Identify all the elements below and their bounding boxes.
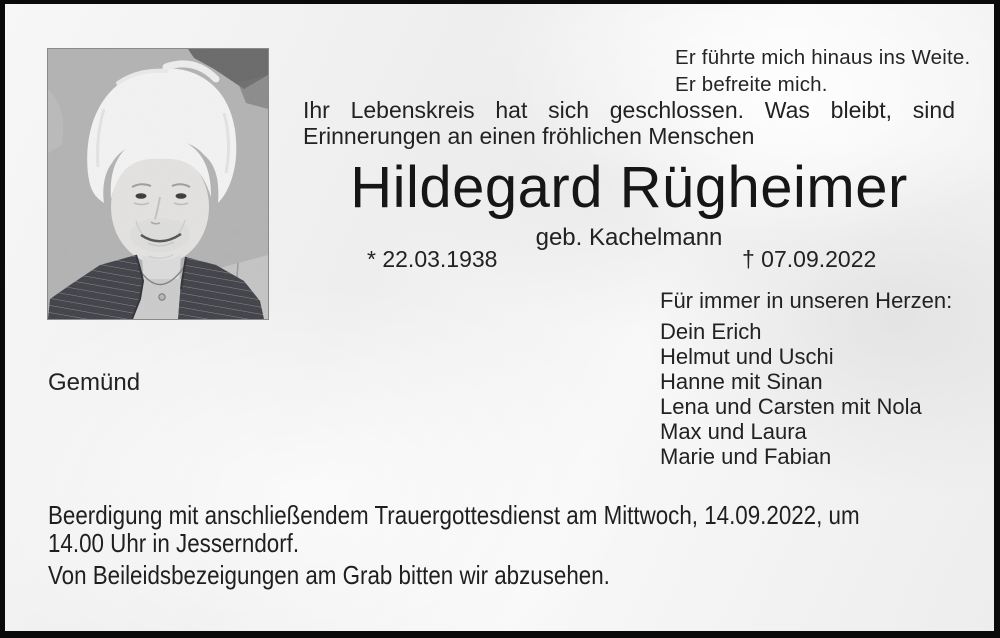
intro-line-1: Ihr Lebenskreis hat sich geschlossen. Was bleibt, sind bbox=[303, 97, 955, 123]
funeral-info bbox=[48, 502, 860, 557]
intro-line-2: Erinnerungen an einen fröhlichen Menschen bbox=[303, 122, 755, 149]
mourner-item: Helmut und Uschi bbox=[660, 344, 834, 369]
mourner-item: Lena und Carsten mit Nola bbox=[660, 394, 922, 419]
epigraph-line-2: Er befreite mich. bbox=[675, 72, 828, 96]
deceased-name: Hildegard Rügheimer bbox=[350, 155, 908, 220]
remembrance-heading: Für immer in unseren Herzen: bbox=[660, 288, 953, 313]
portrait-illustration bbox=[48, 49, 268, 319]
portrait-photo bbox=[47, 48, 269, 320]
remembrance-block bbox=[660, 288, 952, 469]
funeral-info-line-2: 14.00 Uhr in Jesserndorf. bbox=[48, 527, 300, 558]
birth-date: * 22.03.1938 bbox=[367, 246, 498, 272]
mourner-item: Hanne mit Sinan bbox=[660, 369, 823, 394]
place-name: Gemünd bbox=[48, 369, 141, 396]
death-date: † 07.09.2022 bbox=[742, 246, 877, 272]
maiden-name: geb. Kachelmann bbox=[535, 224, 723, 251]
mourner-item: Marie und Fabian bbox=[660, 444, 832, 469]
epigraph bbox=[675, 45, 970, 98]
intro-text bbox=[303, 98, 955, 149]
epigraph-line-1: Er führte mich hinaus ins Weite. bbox=[675, 46, 971, 69]
condolence-note: Von Beileidsbezeigungen am Grab bitten wir abzusehen. bbox=[48, 560, 610, 590]
mourner-item: Max und Laura bbox=[660, 419, 807, 444]
paper-background bbox=[5, 4, 994, 631]
mourner-item: Dein Erich bbox=[660, 319, 762, 344]
funeral-info-line-1: Beerdigung mit anschließendem Trauergottesdienst am Mittwoch, 14.09.2022, um bbox=[48, 500, 860, 530]
